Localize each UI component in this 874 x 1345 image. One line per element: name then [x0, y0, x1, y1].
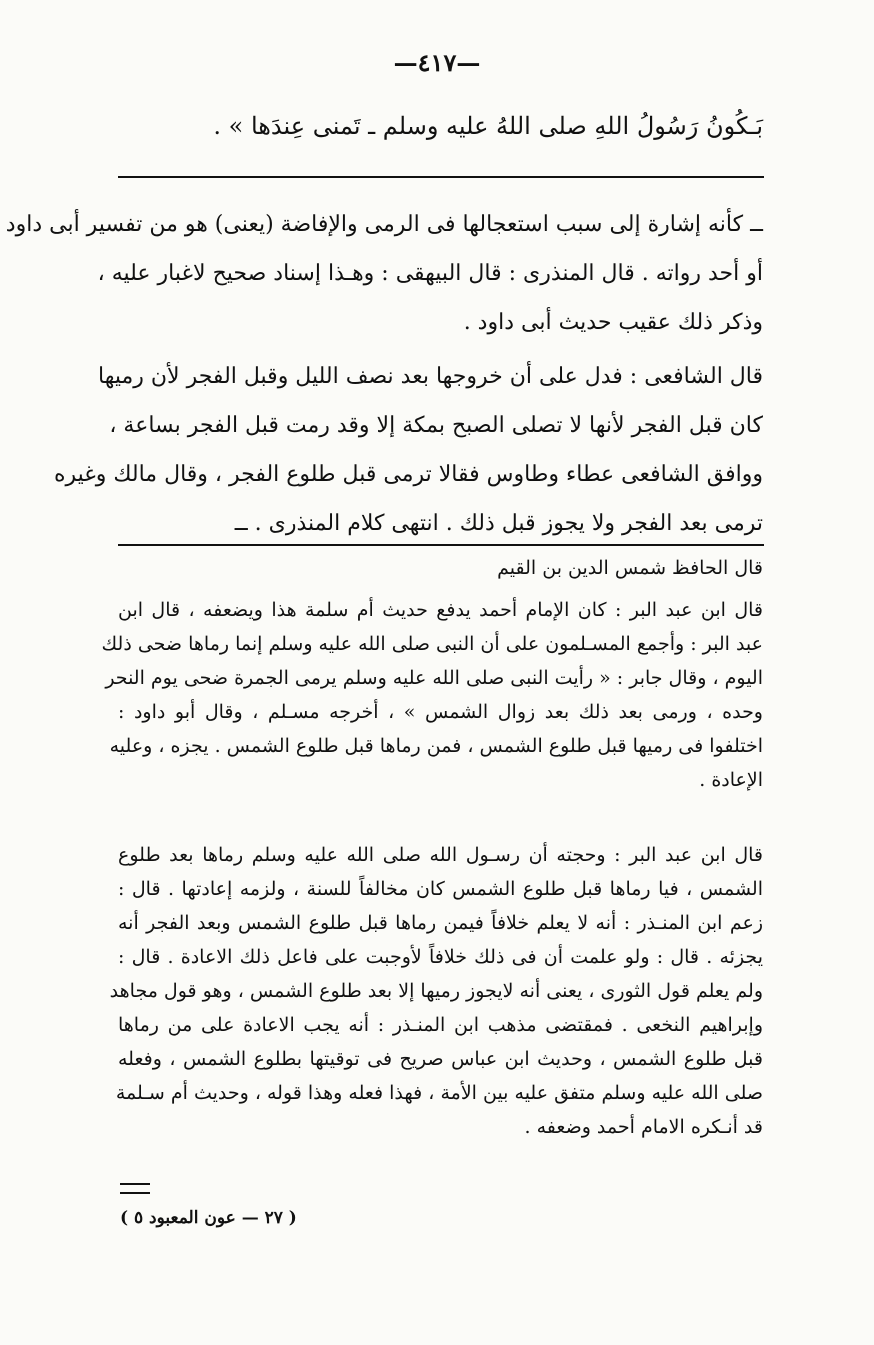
commentary-line: يجزئه . قال : ولو علمت أن فى ذلك خلافاً لأوجبت على فاعل ذلك الاعادة . قال :	[118, 946, 763, 968]
end-mark	[120, 1183, 150, 1194]
commentary-line: الشمس ، فيا رماها قبل طلوع الشمس كان مخالفاً للسنة ، ولزمه إعادتها . قال :	[118, 878, 763, 900]
commentary-line: قد أنـكره الامام أحمد وضعفه .	[524, 1116, 763, 1138]
middle-rule	[118, 544, 764, 546]
commentary-line: وحده ، ورمى بعد ذلك بعد زوال الشمس » ، أخرجه مسـلم ، وقال أبو داود :	[118, 701, 763, 723]
page-number: —٤١٧—	[393, 48, 481, 77]
footnote-line: أو أحد رواته . قال المنذرى : قال البيهقى : وهـذا إسناد صحيح لاغبار عليه ،	[97, 261, 763, 286]
commentary-line: صلى الله عليه وسلم متفق عليه بين الأمة ، فهذا فعله وهذا قوله ، وحديث أم سـلمة	[115, 1082, 763, 1104]
commentary-line: قال ابن عبد البر : وحجته أن رسـول الله صلى الله عليه وسلم رماها بعد طلوع	[118, 844, 763, 866]
commentary-line: زعم ابن المنـذر : أنه لا يعلم خلافاً فيمن رماها قبل طلوع الشمس وبعد الفجر أنه	[118, 912, 763, 934]
commentary-line: قبل طلوع الشمس ، وحديث ابن عباس صريح فى توقيتها بطلوع الشمس ، وفعله	[118, 1048, 763, 1070]
footnote-line: وذكر ذلك عقيب حديث أبى داود .	[463, 310, 763, 335]
footnote-line: ترمى بعد الفجر ولا يجوز قبل ذلك . انتهى كلام المنذرى . ــ	[234, 511, 763, 536]
commentary-line: وإبراهيم النخعى . فمقتضى مذهب ابن المنـذر : أنه يجب الاعادة على من رماها	[118, 1014, 763, 1036]
commentary-line: عبد البر : وأجمع المسـلمون على أن النبى صلى الله عليه وسلم إنما رماها ضحى ذلك	[101, 633, 763, 655]
commentary-line: قال ابن عبد البر : كان الإمام أحمد يدفع حديث أم سلمة هذا ويضعفه ، قال ابن	[118, 599, 763, 621]
top-rule	[118, 176, 764, 178]
hadith-tail: بَـكُونُ رَسُولُ اللهِ صلى اللهُ عليه وسلم ـ تَمنى عِندَها » .	[213, 112, 763, 140]
footnote-line: ــ كأنه إشارة إلى سبب استعجالها فى الرمى والإفاضة (يعنى) هو من تفسير أبى داود	[5, 212, 763, 237]
footnote-line: قال الشافعى : فدل على أن خروجها بعد نصف الليل وقبل الفجر لأن رميها	[98, 364, 763, 389]
signature-mark: ( ٢٧ — عون المعبود ٥ )	[120, 1208, 297, 1228]
commentary-heading: قال الحافظ شمس الدين بن القيم	[497, 557, 763, 579]
commentary-line: الإعادة .	[699, 769, 763, 791]
footnote-line: كان قبل الفجر لأنها لا تصلى الصبح بمكة إلا وقد رمت قبل الفجر بساعة ،	[109, 413, 763, 438]
commentary-line: اليوم ، وقال جابر : « رأيت النبى صلى الله عليه وسلم يرمى الجمرة ضحى يوم النحر	[105, 667, 763, 689]
commentary-line: اختلفوا فى رميها قبل طلوع الشمس ، فمن رماها قبل طلوع الشمس . يجزه ، وعليه	[109, 735, 763, 757]
commentary-line: ولم يعلم قول الثورى ، يعنى أنه لايجوز رميها إلا بعد طلوع الشمس ، وهو قول مجاهد	[109, 980, 763, 1002]
footnote-line: ووافق الشافعى عطاء وطاوس فقالا ترمى قبل طلوع الفجر ، وقال مالك وغيره	[53, 462, 763, 487]
